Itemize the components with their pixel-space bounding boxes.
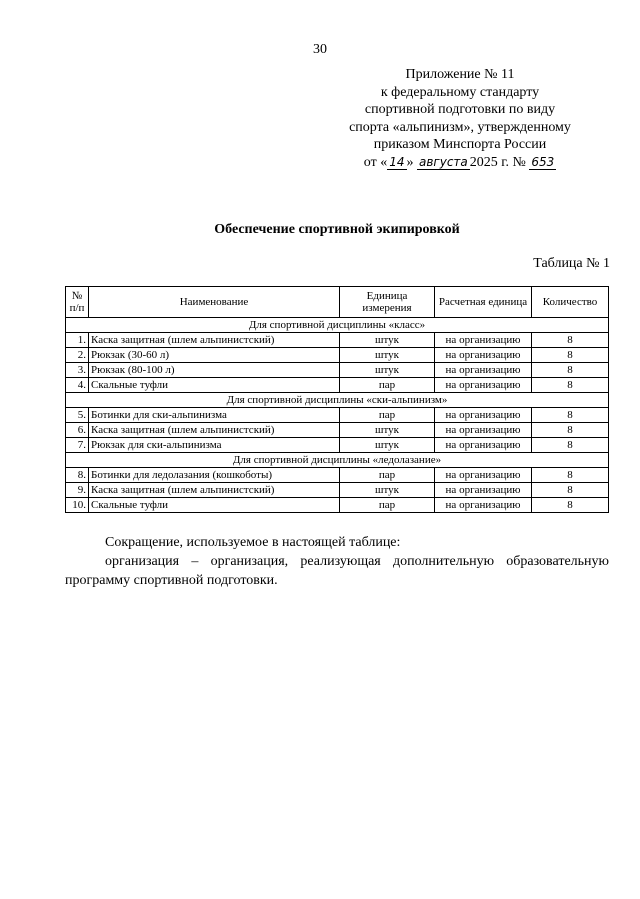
cell-num: 6. — [66, 423, 89, 438]
cell-name: Рюкзак (80-100 л) — [89, 363, 340, 378]
cell-name: Ботинки для ледолазания (кошкоботы) — [89, 468, 340, 483]
table-number: Таблица № 1 — [533, 256, 610, 271]
cell-name: Каска защитная (шлем альпинистский) — [89, 333, 340, 348]
header-num: № п/п — [66, 287, 89, 318]
handwritten-month: августа — [419, 154, 468, 169]
cell-unit: пар — [340, 408, 435, 423]
annex-line: к федеральному стандарту — [380, 84, 540, 100]
cell-calc-unit: на организацию — [435, 468, 532, 483]
cell-num: 10. — [66, 498, 89, 513]
cell-calc-unit: на организацию — [435, 378, 532, 393]
annex-line: спортивной подготовки по виду — [364, 102, 556, 117]
table-row — [66, 468, 609, 483]
cell-name: Каска защитная (шлем альпинистский) — [89, 483, 340, 498]
cell-num: 4. — [66, 378, 89, 393]
table-body — [66, 318, 609, 513]
section-row — [66, 318, 609, 333]
cell-unit: пар — [340, 468, 435, 483]
header-qty: Количество — [532, 287, 609, 318]
order-date-line — [310, 154, 610, 172]
header-name: Наименование — [89, 287, 340, 318]
note-line: организация – организация, реализующая дополнительную образовательную программу спортивной подготовки. — [65, 554, 609, 588]
cell-name: Рюкзак (30-60 л) — [89, 348, 340, 363]
cell-num: 2. — [66, 348, 89, 363]
table-row — [66, 348, 609, 363]
cell-unit: штук — [340, 348, 435, 363]
table-row — [66, 408, 609, 423]
annex-header — [310, 66, 610, 171]
cell-num: 8. — [66, 468, 89, 483]
cell-name: Рюкзак для ски-альпинизма — [89, 438, 340, 453]
table-row — [66, 378, 609, 393]
section-title: Для спортивной дисциплины «ски-альпинизм» — [66, 393, 609, 408]
annex-line: Приложение № 11 — [405, 67, 515, 82]
cell-qty: 8 — [532, 438, 609, 453]
cell-unit: штук — [340, 333, 435, 348]
cell-name: Скальные туфли — [89, 378, 340, 393]
cell-num: 5. — [66, 408, 89, 423]
handwritten-order-number: 653 — [531, 154, 555, 169]
cell-num: 1. — [66, 333, 89, 348]
section-row — [66, 453, 609, 468]
cell-unit: пар — [340, 378, 435, 393]
annex-line: приказом Минспорта России — [373, 137, 547, 152]
cell-calc-unit: на организацию — [435, 483, 532, 498]
section-title: Для спортивной дисциплины «класс» — [66, 318, 609, 333]
annex-line: спорта «альпинизм», утвержденному — [349, 119, 571, 135]
table-header-row — [66, 287, 609, 318]
cell-unit: штук — [340, 483, 435, 498]
cell-unit: пар — [340, 498, 435, 513]
table-row — [66, 498, 609, 513]
cell-qty: 8 — [532, 498, 609, 513]
table-row — [66, 438, 609, 453]
cell-calc-unit: на организацию — [435, 408, 532, 423]
cell-calc-unit: на организацию — [435, 333, 532, 348]
cell-calc-unit: на организацию — [435, 498, 532, 513]
cell-unit: штук — [340, 363, 435, 378]
cell-num: 7. — [66, 438, 89, 453]
cell-calc-unit: на организацию — [435, 363, 532, 378]
equipment-table — [65, 286, 609, 513]
table-row — [66, 363, 609, 378]
cell-qty: 8 — [532, 468, 609, 483]
cell-unit: штук — [340, 423, 435, 438]
cell-qty: 8 — [532, 423, 609, 438]
cell-name: Ботинки для ски-альпинизма — [89, 408, 340, 423]
date-prefix: от « — [363, 154, 388, 170]
order-year: 2025 г. № — [469, 154, 526, 170]
cell-name: Скальные туфли — [89, 498, 340, 513]
header-unit: Единица измерения — [340, 287, 435, 318]
cell-qty: 8 — [532, 378, 609, 393]
cell-calc-unit: на организацию — [435, 438, 532, 453]
cell-qty: 8 — [532, 333, 609, 348]
page-number: 30 — [313, 42, 327, 57]
section-row — [66, 393, 609, 408]
table-row — [66, 333, 609, 348]
cell-qty: 8 — [532, 348, 609, 363]
cell-qty: 8 — [532, 408, 609, 423]
cell-num: 9. — [66, 483, 89, 498]
table-row — [66, 423, 609, 438]
cell-unit: штук — [340, 438, 435, 453]
notes — [65, 533, 609, 590]
document-title: Обеспечение спортивной экипировкой — [214, 222, 460, 237]
cell-calc-unit: на организацию — [435, 423, 532, 438]
day-close: » — [406, 154, 414, 170]
handwritten-day: 14 — [389, 154, 405, 169]
table-row — [66, 483, 609, 498]
section-title: Для спортивной дисциплины «ледолазание» — [66, 453, 609, 468]
cell-name: Каска защитная (шлем альпинистский) — [89, 423, 340, 438]
cell-calc-unit: на организацию — [435, 348, 532, 363]
cell-num: 3. — [66, 363, 89, 378]
note-line: Сокращение, используемое в настоящей таблице: — [105, 535, 401, 550]
cell-qty: 8 — [532, 483, 609, 498]
header-calc-unit: Расчетная единица — [435, 287, 532, 318]
cell-qty: 8 — [532, 363, 609, 378]
